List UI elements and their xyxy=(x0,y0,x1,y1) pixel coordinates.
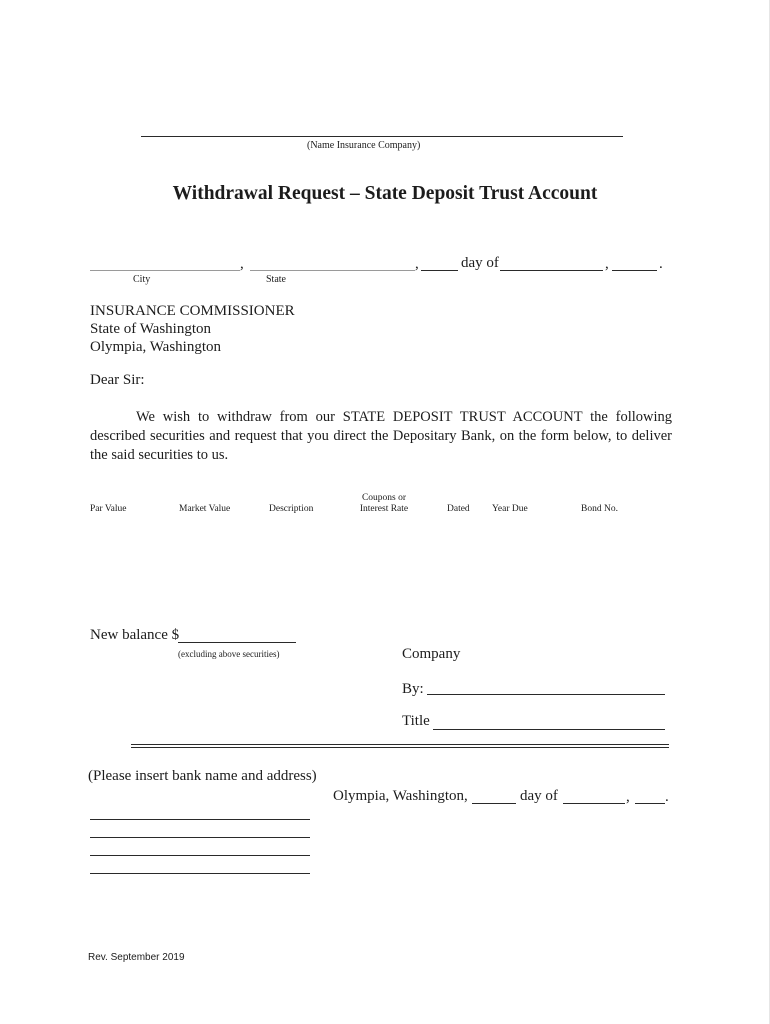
col-coupons-label: Coupons or xyxy=(361,493,407,503)
day-of-label: day of xyxy=(461,255,499,271)
new-balance-line[interactable] xyxy=(178,642,296,643)
col-year-due: Year Due xyxy=(492,504,528,514)
bank-address-line-2[interactable] xyxy=(90,837,310,838)
addressee-line-1: INSURANCE COMMISSIONER xyxy=(90,303,295,319)
bank-address-line-4[interactable] xyxy=(90,873,310,874)
bank-month-line[interactable] xyxy=(563,803,625,804)
company-caption: (Name Insurance Company) xyxy=(307,140,421,151)
balance-note: (excluding above securities) xyxy=(178,649,280,659)
salutation: Dear Sir: xyxy=(90,372,145,388)
company-label: Company xyxy=(402,646,461,662)
bank-year-line[interactable] xyxy=(635,803,665,804)
revision-footer: Rev. September 2019 xyxy=(88,952,185,963)
title-label: Title xyxy=(402,713,430,729)
col-interest-label: Interest Rate xyxy=(359,504,409,514)
bank-period: . xyxy=(665,789,669,805)
state-label: State xyxy=(266,274,286,285)
comma-after-city: , xyxy=(240,256,244,272)
bank-instruction: (Please insert bank name and address) xyxy=(88,768,317,784)
col-bond-no: Bond No. xyxy=(581,504,618,514)
col-par-value: Par Value xyxy=(90,504,127,514)
col-dated: Dated xyxy=(447,504,470,514)
day-line[interactable] xyxy=(421,270,458,271)
month-line[interactable] xyxy=(500,270,603,271)
addressee-line-3: Olympia, Washington xyxy=(90,339,222,355)
separator-rule-top xyxy=(131,744,669,745)
comma-after-state: , xyxy=(415,256,419,272)
col-market-value: Market Value xyxy=(179,504,231,514)
by-label: By: xyxy=(402,681,424,697)
new-balance-label: New balance $ xyxy=(90,627,180,643)
date-period: . xyxy=(659,256,663,272)
bank-day-of-label: day of xyxy=(520,788,558,804)
bank-comma: , xyxy=(626,789,630,805)
bank-day-line[interactable] xyxy=(472,803,516,804)
bank-address-line-3[interactable] xyxy=(90,855,310,856)
request-paragraph: We wish to withdraw from our STATE DEPOSIT TRUST ACCOUNT the following described securities and request that you direct the Depositary Bank, on the form below, to deliver the said securities to us. xyxy=(90,409,672,463)
bank-address-line-1[interactable] xyxy=(90,819,310,820)
city-line[interactable] xyxy=(90,270,240,271)
city-label: City xyxy=(133,274,151,285)
col-description: Description xyxy=(269,504,314,514)
addressee-line-2: State of Washington xyxy=(90,321,212,337)
comma-after-month: , xyxy=(605,256,609,272)
year-line[interactable] xyxy=(612,270,657,271)
bank-location: Olympia, Washington, xyxy=(333,788,468,804)
company-name-line[interactable] xyxy=(141,136,623,137)
title-line[interactable] xyxy=(433,729,665,730)
state-line[interactable] xyxy=(250,270,415,271)
page-title: Withdrawal Request – State Deposit Trust Account xyxy=(172,183,598,204)
by-signature-line[interactable] xyxy=(427,694,665,695)
separator-rule-bottom xyxy=(131,747,669,748)
col-coupons-interest xyxy=(357,493,411,515)
